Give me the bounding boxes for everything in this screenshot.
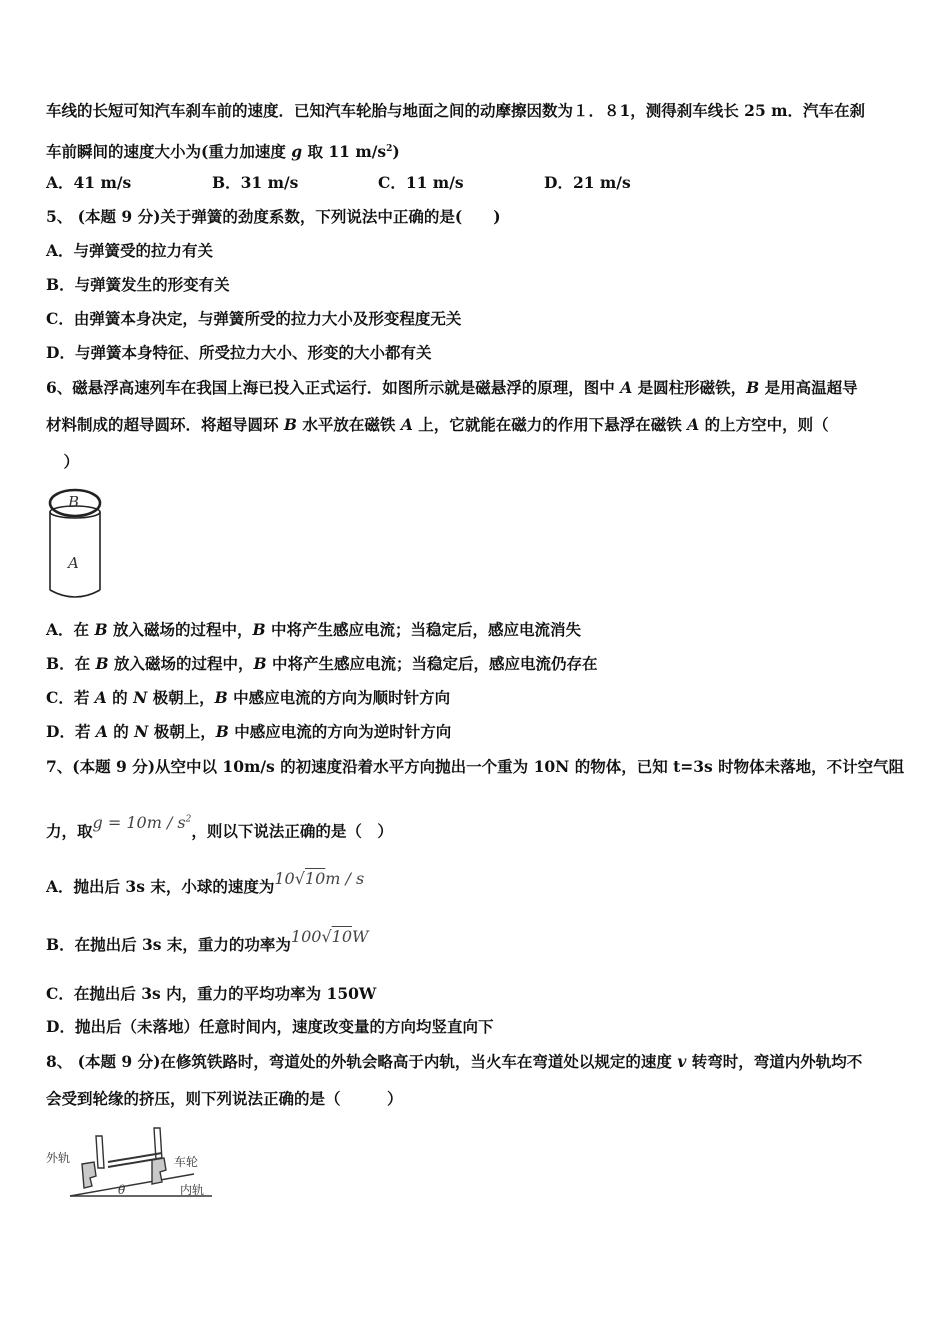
q6-oa-v2: B bbox=[252, 620, 266, 639]
q6-od-v1: A bbox=[95, 722, 108, 741]
q8-track-figure bbox=[44, 1120, 216, 1202]
q5-stem-text: 5、 (本题 9 分)关于弹簧的劲度系数，下列说法中正确的是( ) bbox=[46, 207, 501, 226]
q5-option-d: D．与弹簧本身特征、所受拉力大小、形变的大小都有关 bbox=[46, 343, 432, 362]
q6-oa-v1: B bbox=[94, 620, 108, 639]
q7-oa-coef: 10 bbox=[274, 869, 295, 888]
q7-ob-unit: W bbox=[352, 927, 369, 946]
q7-ob-formula: 100√10W bbox=[290, 927, 369, 946]
q8-v-variable: v bbox=[677, 1052, 687, 1071]
q7-gravity-exp: 2 bbox=[185, 815, 192, 825]
q8-l1-a: 8、 (本题 9 分)在修筑铁路时，弯道处的外轨会略高于内轨，当火车在弯道处以规定的速度 bbox=[46, 1052, 678, 1071]
outer-rail-shape bbox=[82, 1162, 96, 1188]
q7-oa-formula: 10√10m / s bbox=[274, 869, 365, 888]
q6-oc-v3: B bbox=[214, 688, 228, 707]
q7-ob-coef: 100 bbox=[290, 927, 322, 946]
outer-wheel-flange bbox=[96, 1136, 104, 1168]
q4-line-2 bbox=[46, 138, 910, 163]
q6-oc-m: 的 bbox=[106, 688, 134, 707]
q7-line-2 bbox=[46, 813, 910, 842]
q4-line-1 bbox=[46, 100, 910, 122]
cylinder-bottom bbox=[50, 590, 100, 597]
q7-l2-b: ，则以下说法正确的是（ ） bbox=[191, 821, 393, 841]
q5-option-a: A．与弹簧受的拉力有关 bbox=[46, 241, 214, 260]
q6-oc-p: C．若 bbox=[46, 688, 95, 707]
q4-option-c: C．11 m/s bbox=[378, 173, 464, 192]
q7-option-b bbox=[46, 927, 910, 956]
q8-l1-b: 转弯时，弯道内外轨均不 bbox=[686, 1052, 863, 1071]
q4-line2-mid: 取 11 m/s bbox=[302, 142, 387, 162]
q6-l2-d: 的上方空中，则（ bbox=[699, 415, 829, 434]
q6-oc-m2: 极朝上， bbox=[147, 688, 215, 707]
q6-l1-a: 6、磁悬浮高速列车在我国上海已投入正式运行．如图所示就是磁悬浮的原理，图中 bbox=[46, 378, 621, 397]
q6-l1-b: 是圆柱形磁铁， bbox=[632, 378, 747, 397]
q6-od-p: D．若 bbox=[46, 722, 96, 741]
q8-line-1 bbox=[46, 1051, 910, 1073]
q6-l2-var-b: B bbox=[283, 415, 298, 434]
q7-oa-radicand: 10 bbox=[304, 869, 326, 888]
q4-exponent: 2 bbox=[386, 144, 393, 154]
q6-ob-m: 放入磁场的过程中， bbox=[108, 654, 254, 673]
q6-magnet-figure bbox=[44, 486, 108, 606]
q6-line-2 bbox=[46, 414, 910, 436]
q6-oc-e: 中感应电流的方向为顺时针方向 bbox=[227, 688, 451, 707]
q6-l1-var-b: B bbox=[746, 378, 760, 397]
q7-oa-text: A．抛出后 3s 末，小球的速度为 bbox=[46, 877, 275, 896]
q7-gravity-value: g = 10m / s bbox=[92, 813, 186, 833]
q5-option-c: C．由弹簧本身决定，与弹簧所受的拉力大小及形变程度无关 bbox=[46, 309, 462, 328]
q4-line1-text: 车线的长短可知汽车刹车前的速度．已知汽车轮胎与地面之间的动摩擦因数为１．８1，测得刹车线长 25 m．汽车在刹 bbox=[46, 101, 866, 120]
q6-ob-p: B．在 bbox=[46, 654, 96, 673]
q6-oc-v2: N bbox=[133, 688, 148, 707]
q4-line2-prefix: 车前瞬间的速度大小为(重力加速度 bbox=[46, 142, 292, 162]
q6-l2-c: 上，它就能在磁力的作用下悬浮在磁铁 bbox=[412, 415, 688, 434]
q6-l2-var-a2: A bbox=[687, 415, 700, 434]
q7-l2-a: 力，取 bbox=[46, 821, 93, 841]
q6-od-e: 中感应电流的方向为逆时针方向 bbox=[228, 722, 452, 741]
q6-od-m2: 极朝上， bbox=[148, 722, 216, 741]
q6-od-v2: N bbox=[134, 722, 149, 741]
q5-stem bbox=[46, 206, 910, 228]
q6-oc-v1: A bbox=[94, 688, 107, 707]
q4-option-d: D．21 m/s bbox=[544, 173, 631, 192]
q6-ob-v1: B bbox=[95, 654, 109, 673]
q6-l2-a: 材料制成的超导圆环．将超导圆环 bbox=[46, 415, 284, 434]
q4-option-b: B．31 m/s bbox=[212, 173, 299, 192]
q7-option-c: C．在抛出后 3s 内，重力的平均功率为 150W bbox=[46, 984, 377, 1003]
q7-ob-text: B．在抛出后 3s 末，重力的功率为 bbox=[46, 935, 291, 954]
inner-rail-shape bbox=[152, 1158, 166, 1184]
q6-option-a bbox=[46, 619, 910, 641]
q6-l2-b: 水平放在磁铁 bbox=[297, 415, 401, 434]
wheel-label: 车轮 bbox=[174, 1155, 199, 1169]
q6-ob-e: 中将产生感应电流；当稳定后，感应电流仍存在 bbox=[266, 654, 598, 673]
q7-option-a bbox=[46, 869, 910, 898]
q6-option-c bbox=[46, 687, 910, 709]
q6-ob-v2: B bbox=[253, 654, 267, 673]
q7-oa-unit: m / s bbox=[325, 869, 365, 888]
q6-line-3: ） bbox=[48, 452, 80, 471]
outer-rail-label: 外轨 bbox=[46, 1151, 71, 1165]
q6-l2-var-a: A bbox=[400, 415, 413, 434]
q6-line-1 bbox=[46, 377, 910, 399]
magnet-label-a: A bbox=[68, 554, 79, 572]
q6-oa-e: 中将产生感应电流；当稳定后，感应电流消失 bbox=[265, 620, 581, 639]
q7-line-1: 7、(本题 9 分)从空中以 10m/s 的初速度沿着水平方向抛出一个重为 10N 的物体，已知 t=3s 时物体未落地，不计空气阻 bbox=[46, 757, 905, 776]
q6-oa-m: 放入磁场的过程中， bbox=[107, 620, 253, 639]
q7-option-d: D．抛出后（未落地）任意时间内，速度改变量的方向均竖直向下 bbox=[46, 1017, 494, 1036]
q4-line2-end: ) bbox=[392, 142, 400, 162]
q4-options bbox=[46, 172, 910, 194]
q6-option-b bbox=[46, 653, 910, 675]
q5-option-b: B．与弹簧发生的形变有关 bbox=[46, 275, 230, 294]
q4-option-a: A．41 m/s bbox=[46, 173, 132, 192]
ring-label-b: B bbox=[68, 493, 80, 511]
q7-ob-radicand: 10 bbox=[331, 927, 353, 946]
q6-od-v3: B bbox=[215, 722, 229, 741]
q6-l1-var-a: A bbox=[620, 378, 633, 397]
q4-g-variable: g bbox=[291, 142, 303, 162]
q6-od-m: 的 bbox=[107, 722, 135, 741]
inner-rail-label: 内轨 bbox=[180, 1183, 205, 1197]
q7-gravity-formula bbox=[93, 813, 192, 832]
q6-oa-p: A．在 bbox=[46, 620, 95, 639]
q6-option-d bbox=[46, 721, 910, 743]
q8-line-2: 会受到轮缘的挤压，则下列说法正确的是（ ） bbox=[46, 1089, 403, 1108]
q6-l1-c: 是用高温超导 bbox=[759, 378, 858, 397]
angle-theta-label: θ bbox=[118, 1183, 126, 1197]
inner-wheel-flange bbox=[154, 1128, 162, 1160]
